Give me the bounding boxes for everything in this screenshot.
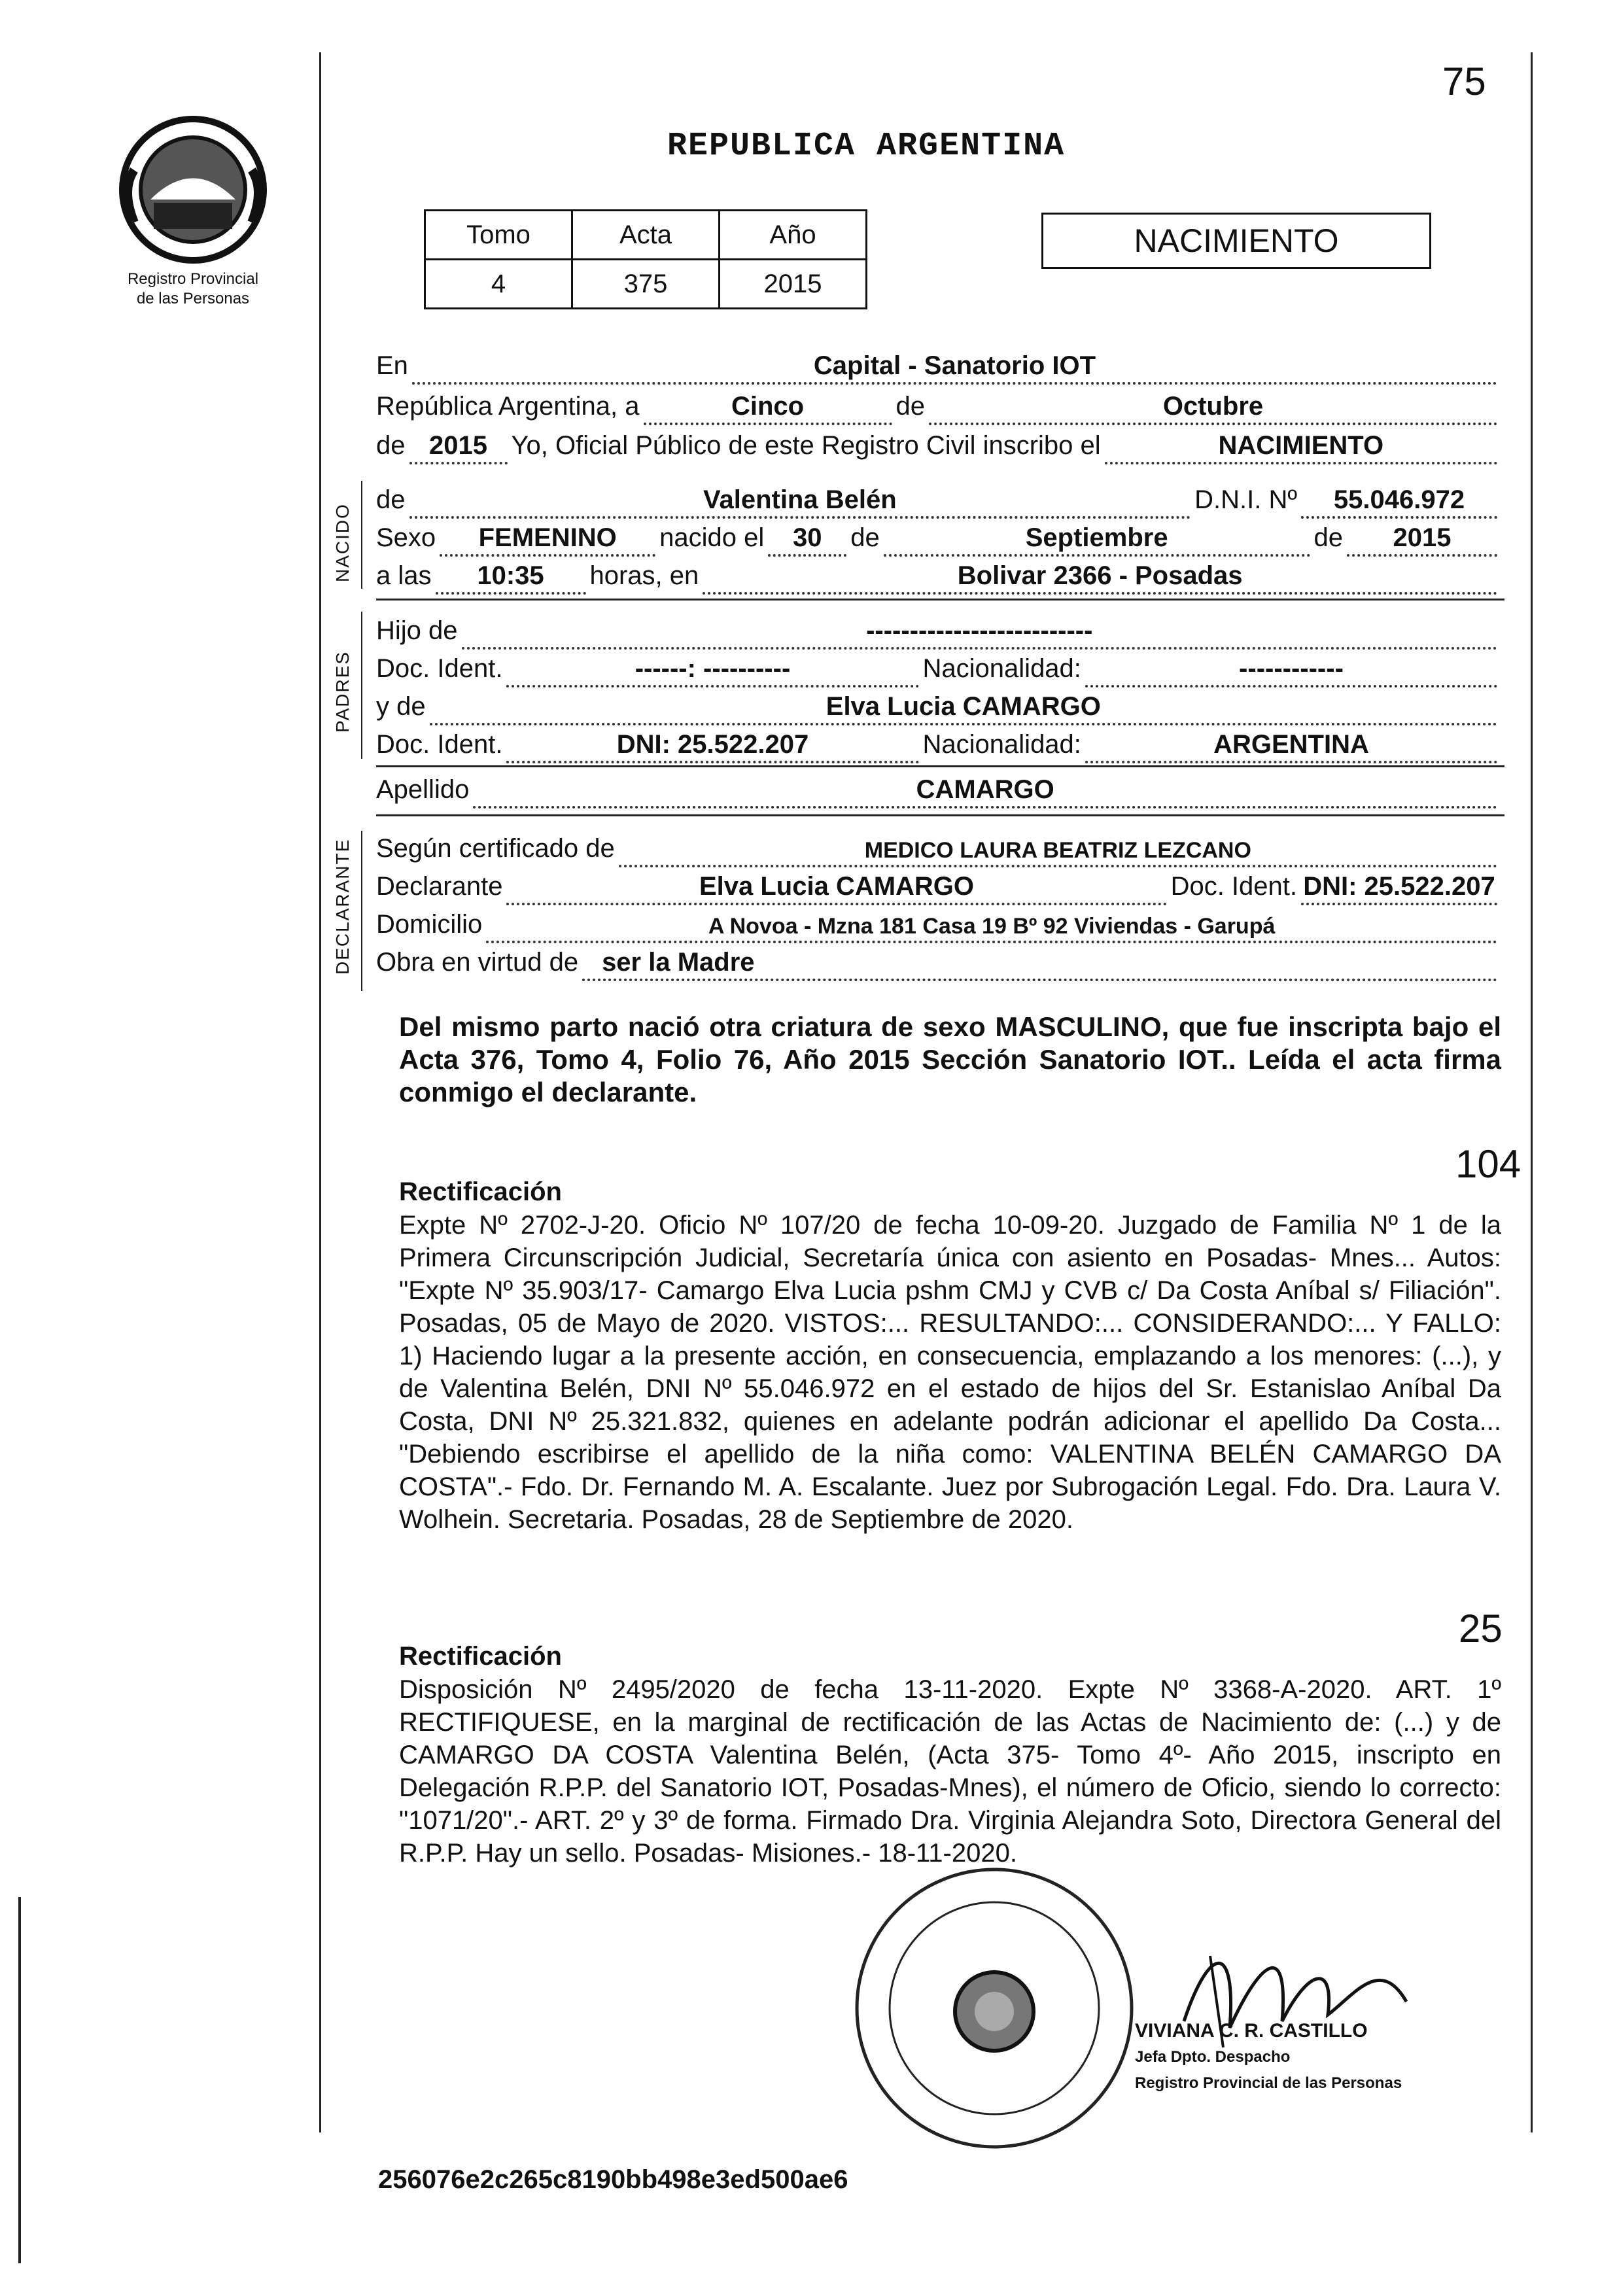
row-hora xyxy=(376,557,1501,595)
declarante-value: Elva Lucia CAMARGO xyxy=(699,872,975,901)
en-field xyxy=(412,349,1497,385)
de-label-5: de xyxy=(1313,523,1343,552)
madre-value: Elva Lucia CAMARGO xyxy=(826,692,1101,721)
logo-caption-line2: de las Personas xyxy=(136,290,250,307)
row-fecha xyxy=(376,387,1501,425)
section-label-nacido: NACIDO xyxy=(332,503,353,582)
madre-doc-field xyxy=(506,728,918,763)
rectificacion-2-number: 25 xyxy=(1459,1607,1503,1650)
year-value: 2015 xyxy=(429,431,487,460)
sexo-value: FEMENINO xyxy=(478,523,617,552)
official-stamp xyxy=(850,1864,1138,2152)
padre-doc-value: ------: ---------- xyxy=(635,654,791,683)
madre-field xyxy=(430,690,1497,725)
nacido-year-field xyxy=(1347,521,1497,557)
padre-nac-field xyxy=(1085,652,1497,687)
obra-value: ser la Madre xyxy=(602,948,755,977)
dni-value: 55.046.972 xyxy=(1333,485,1465,514)
doc-ident-label-2: Doc. Ident. xyxy=(376,730,503,759)
row-inscribo xyxy=(376,426,1501,464)
signature-role: Jefa Dpto. Despacho xyxy=(1135,2048,1291,2066)
stamp-icon xyxy=(850,1864,1138,2152)
apellido-field xyxy=(473,773,1497,809)
signature-name: VIVIANA C. R. CASTILLO xyxy=(1135,2020,1368,2042)
apellido-value: CAMARGO xyxy=(916,775,1054,804)
declarante-label: Declarante xyxy=(376,872,503,901)
signature-office: Registro Provincial de las Personas xyxy=(1135,2074,1402,2092)
inscribo-value: NACIMIENTO xyxy=(1218,431,1384,460)
segun-field xyxy=(619,832,1497,867)
padre-nac-value: ------------ xyxy=(1239,654,1344,683)
en-label: En xyxy=(376,351,408,380)
nacionalidad-label: Nacionalidad: xyxy=(922,654,1081,683)
rule-apellido xyxy=(376,814,1504,816)
mes-value: Octubre xyxy=(1162,392,1264,421)
row-y-de xyxy=(376,687,1501,725)
rectificacion-2-body: Disposición Nº 2495/2020 de fecha 13-11-2020. Expte Nº 3368-A-2020. ART. 1º RECTIFIQUESE, en la marginal de rectificación de las Actas de Nacimiento de: (...) y de CAMARGO DA COSTA Valentina Belén, (Acta 375- Tomo 4º- Año 2015, inscripto en Delegación R.P.P. del Sanatorio IOT, Posadas-Mnes), el número de Oficio, siendo lo correcto: "1071/20".- ART. 2º y 3º de forma. Firmado Dra. Virginia Alejandra Soto, Directora General del R.P.P. Hay un sello. Posadas- Misiones.- 18-11-2020. xyxy=(399,1675,1501,1868)
en-value: Capital - Sanatorio IOT xyxy=(813,351,1096,380)
declarante-doc-field xyxy=(1301,870,1497,905)
observacion-text: Del mismo parto nació otra criatura de sexo MASCULINO, que fue inscripta bajo el Acta 376, Tomo 4, Folio 76, Año 2015 Sección Sanatorio IOT.. Leída el acta firma conmigo el declarante. xyxy=(399,1011,1501,1107)
mes-field xyxy=(929,390,1497,425)
nacido-mes-value: Septiembre xyxy=(1025,523,1168,552)
hijo-de-field xyxy=(462,614,1497,650)
de-label-3: de xyxy=(376,485,406,514)
nacido-dia-value: 30 xyxy=(793,523,822,552)
dia-value: Cinco xyxy=(731,392,805,421)
madre-nac-value: ARGENTINA xyxy=(1213,730,1369,759)
rule-padres xyxy=(376,765,1504,767)
nombre-value: Valentina Belén xyxy=(703,485,897,514)
province-seal-logo xyxy=(114,111,271,268)
a-las-label: a las xyxy=(376,561,432,590)
yo-text: Yo, Oficial Público de este Registro Civil inscribo el xyxy=(511,431,1101,460)
domicilio-field xyxy=(486,908,1497,943)
document-title: REPUBLICA ARGENTINA xyxy=(667,128,1066,165)
acta-table-values xyxy=(425,260,867,309)
segun-value: MEDICO LAURA BEATRIZ LEZCANO xyxy=(864,838,1251,863)
row-declarante xyxy=(376,867,1501,905)
row-hijo-de xyxy=(376,612,1501,650)
nombre-field xyxy=(409,483,1191,519)
inscribo-field xyxy=(1105,429,1497,464)
row-apellido xyxy=(376,771,1501,809)
acta-table xyxy=(424,209,867,309)
rule-nacido xyxy=(376,599,1504,600)
acta-value: 375 xyxy=(572,260,720,309)
row-madre-doc xyxy=(376,725,1501,763)
doc-ident-label-3: Doc. Ident. xyxy=(1170,872,1297,901)
row-nombre xyxy=(376,481,1501,519)
madre-doc-value: DNI: 25.522.207 xyxy=(616,730,809,759)
nacido-label: nacido el xyxy=(659,523,765,552)
section-label-padres: PADRES xyxy=(332,650,353,733)
tomo-value: 4 xyxy=(425,260,572,309)
page-edge-line xyxy=(18,1897,21,2263)
obra-field xyxy=(582,946,1497,981)
tomo-header: Tomo xyxy=(425,211,572,260)
y-de-label: y de xyxy=(376,692,426,721)
de-label-2: de xyxy=(376,431,406,460)
document-hash: 256076e2c265c8190bb498e3ed500ae6 xyxy=(378,2165,848,2194)
section-label-declarante: DECLARANTE xyxy=(332,838,353,975)
declarante-bracket xyxy=(361,831,362,991)
row-sexo xyxy=(376,519,1501,557)
dia-field xyxy=(644,390,892,425)
hora-field xyxy=(436,559,586,595)
padre-doc-field xyxy=(506,652,918,687)
page-number: 75 xyxy=(1442,60,1486,103)
nacido-dia-field xyxy=(768,521,846,557)
hijo-de-label: Hijo de xyxy=(376,616,458,645)
acta-header: Acta xyxy=(572,211,720,260)
declarante-doc-value: DNI: 25.522.207 xyxy=(1303,872,1495,901)
year-field xyxy=(409,429,508,464)
row-obra xyxy=(376,943,1501,981)
logo-caption xyxy=(95,270,291,309)
republica-label: República Argentina, a xyxy=(376,392,640,421)
seal-icon xyxy=(114,111,271,268)
sexo-label: Sexo xyxy=(376,523,436,552)
lugar-field xyxy=(703,559,1497,595)
hijo-de-value: -------------------------- xyxy=(866,616,1093,645)
domicilio-value: A Novoa - Mzna 181 Casa 19 Bº 92 Viviendas - Garupá xyxy=(708,914,1276,939)
madre-nac-field xyxy=(1085,728,1497,763)
row-domicilio xyxy=(376,905,1501,943)
dni-field xyxy=(1301,483,1497,519)
row-padre-doc xyxy=(376,650,1501,687)
doc-ident-label: Doc. Ident. xyxy=(376,654,503,683)
obra-label: Obra en virtud de xyxy=(376,948,579,977)
anio-value: 2015 xyxy=(720,260,867,309)
nacido-bracket xyxy=(361,481,362,589)
horas-en-label: horas, en xyxy=(589,561,699,590)
domicilio-label: Domicilio xyxy=(376,910,483,939)
declarante-field xyxy=(506,870,1166,905)
row-segun xyxy=(376,829,1501,867)
rectificacion-1-number: 104 xyxy=(1455,1142,1521,1186)
right-margin-line xyxy=(1531,52,1533,2132)
de-label: de xyxy=(895,392,925,421)
nacido-year-value: 2015 xyxy=(1393,523,1452,552)
anio-header: Año xyxy=(720,211,867,260)
left-margin-line xyxy=(319,52,321,2132)
sexo-field xyxy=(440,521,655,557)
padres-bracket xyxy=(361,612,362,759)
segun-label: Según certificado de xyxy=(376,834,615,863)
dni-label: D.N.I. Nº xyxy=(1194,485,1297,514)
rectificacion-1-body: Expte Nº 2702-J-20. Oficio Nº 107/20 de fecha 10-09-20. Juzgado de Familia Nº 1 de la Primera Circunscripción Judicial, Secretaría única con asiento en Posadas- Mnes... Autos: "Expte Nº 35.903/17- Camargo Elva Lucia pshm CMJ y CVB c/ Da Costa Aníbal s/ Filiación". Posadas, 05 de Mayo de 2020. VISTOS:... RESULTANDO:... CONSIDERANDO:... Y FALLO: 1) Haciendo lugar a la presente acción, en consecuencia, emplazando a los menores: (...), y de Valentina Belén, DNI Nº 55.046.972 en el estado de hijos del Sr. Estanislao Aníbal Da Costa, DNI Nº 25.321.832, quienes en adelante podrán adicionar el apellido Da Costa... "Debiendo escribirse el apellido de la niña como: VALENTINA BELÉN CAMARGO DA COSTA".- Fdo. Dr. Fernando M. A. Escalante. Juez por Subrogación Legal. Fdo. Dra. Laura V. Wolhein. Secretaria. Posadas, 28 de Septiembre de 2020. xyxy=(399,1211,1501,1534)
de-label-4: de xyxy=(850,523,880,552)
signature-block xyxy=(1135,2018,1402,2096)
document-type-box: NACIMIENTO xyxy=(1041,213,1431,269)
nacionalidad-label-2: Nacionalidad: xyxy=(922,730,1081,759)
acta-table-header xyxy=(425,211,867,260)
rectificacion-2-heading: Rectificación xyxy=(399,1642,562,1671)
apellido-label: Apellido xyxy=(376,775,470,804)
lugar-value: Bolivar 2366 - Posadas xyxy=(957,561,1243,590)
rectificacion-1-heading: Rectificación xyxy=(399,1177,562,1206)
row-en xyxy=(376,347,1501,385)
hora-value: 10:35 xyxy=(477,561,544,590)
nacido-mes-field xyxy=(884,521,1310,557)
logo-caption-line1: Registro Provincial xyxy=(127,270,259,288)
